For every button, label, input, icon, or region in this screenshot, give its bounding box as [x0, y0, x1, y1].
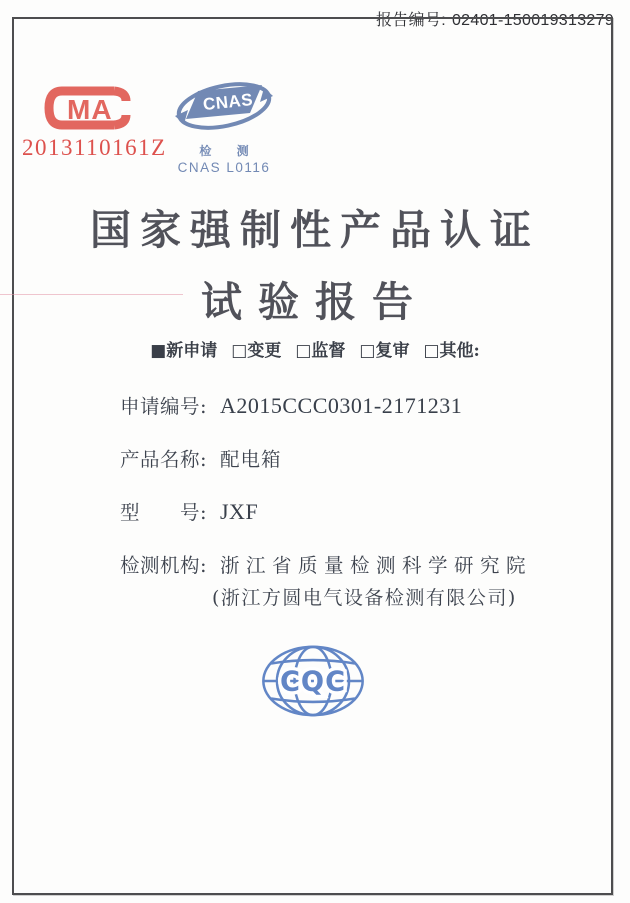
cqc-logo-icon: [260, 644, 366, 718]
field-product-name: [120, 444, 580, 472]
field-product-name-value: 配电箱: [220, 448, 282, 471]
field-application-number-value: A2015CCC0301-2171231: [220, 393, 463, 418]
cnas-caption-en: CNAS L0116: [177, 160, 271, 175]
checkbox-review: □复审: [359, 341, 410, 361]
field-model-value: JXF: [220, 499, 259, 524]
test-organization-alt-name: (浙江方圆电气设备检测有限公司): [212, 587, 517, 609]
field-test-organization-value: [212, 550, 533, 610]
cnas-logo-icon: [175, 76, 273, 140]
field-model-label: 型 号:: [120, 501, 208, 524]
field-test-organization-label: 检测机构:: [120, 554, 208, 577]
cnas-logo-block: [163, 76, 285, 175]
cqc-logo-block: [258, 644, 368, 718]
document-title: [0, 206, 630, 327]
checkbox-new-application: ■新申请: [150, 341, 218, 361]
cma-logo-icon: [41, 84, 135, 132]
cma-logo-letters: MA: [67, 94, 113, 125]
field-test-organization: [120, 550, 580, 610]
field-model: [120, 497, 580, 525]
report-number-label: 报告编号:: [376, 12, 446, 29]
field-product-name-label: 产品名称:: [120, 448, 208, 471]
form-fields: [120, 391, 580, 635]
cma-logo-block: [22, 84, 167, 161]
field-application-number: [120, 391, 580, 419]
cnas-caption-cn: 检 测: [199, 144, 260, 158]
checkbox-other: □其他:: [423, 341, 480, 361]
document-title-line1: 国家强制性产品认证: [90, 206, 540, 254]
application-type-row: [0, 336, 630, 361]
test-organization-name: 浙江省质量检测科学研究院: [220, 554, 533, 577]
checkbox-supervision: □监督: [295, 341, 346, 361]
document-title-line2: 试验报告: [201, 278, 429, 327]
cma-certificate-number: 2013110161Z: [22, 135, 167, 160]
cnas-logo-letters: CNAS: [202, 90, 254, 115]
checkbox-change: □变更: [231, 341, 282, 361]
field-application-number-label: 申请编号:: [120, 395, 208, 418]
cqc-logo-letters: CQC: [279, 666, 347, 698]
report-number-value: 02401-150019313279: [451, 12, 614, 29]
